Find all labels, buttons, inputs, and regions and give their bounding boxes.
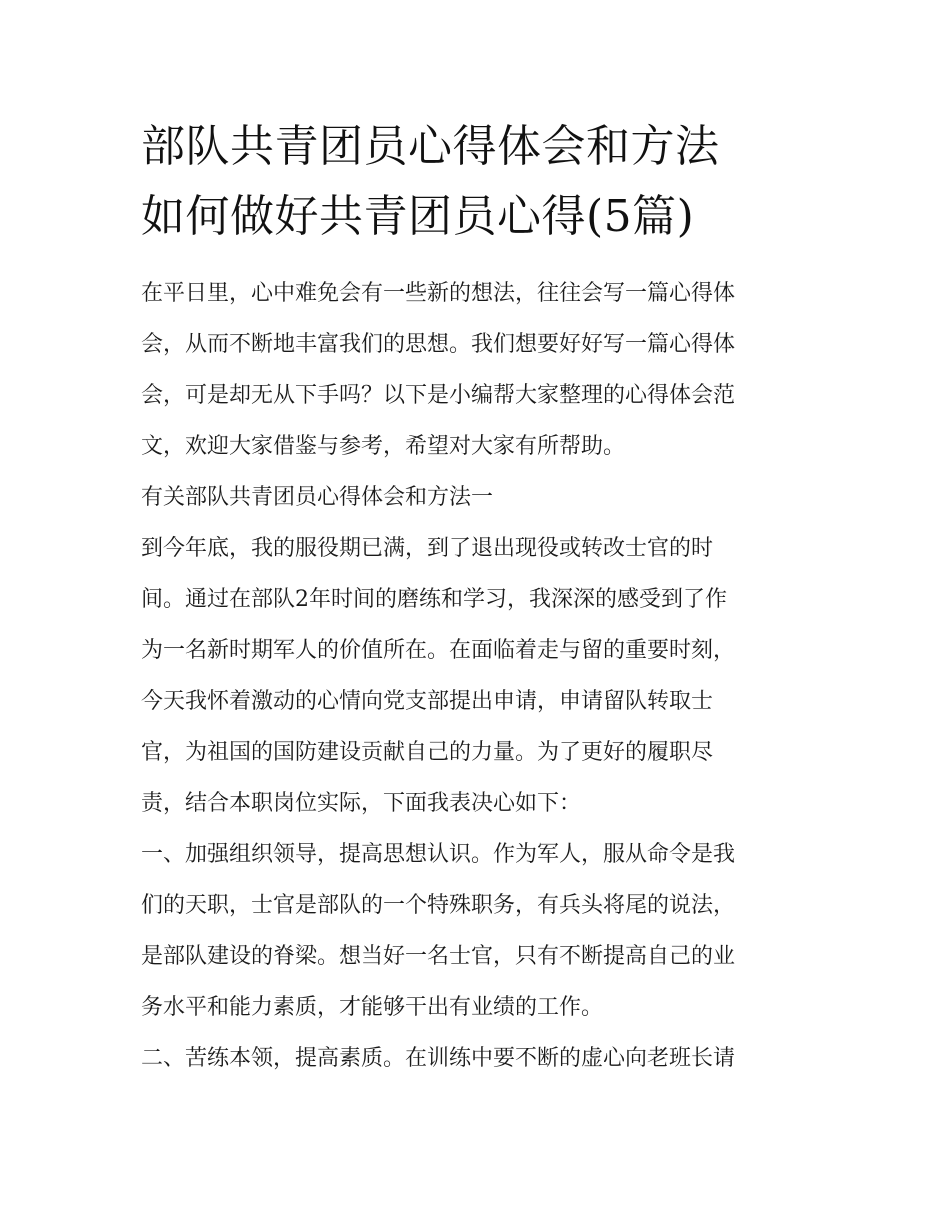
text-line: 会，可是却无从下手吗？以下是小编帮大家整理的心得体会范: [141, 383, 736, 408]
text-line: 间。通过在部队2年时间的磨练和学习，我深深的感受到了作: [141, 587, 727, 612]
text-line: 文，欢迎大家借鉴与参考，希望对大家有所帮助。: [141, 434, 626, 459]
text-line: 今天我怀着激动的心情向党支部提出申请，申请留队转取士: [141, 689, 714, 714]
body-paragraph-1: [141, 523, 813, 829]
title-line: 如何做好共青团员心得(5篇): [141, 191, 695, 242]
intro-paragraph: [141, 268, 813, 472]
text-line: 二、苦练本领，提高素质。在训练中要不断的虚心向老班长请: [141, 1046, 736, 1071]
body-paragraph-3: [141, 1033, 813, 1084]
text-line: 务水平和能力素质，才能够干出有业绩的工作。: [141, 995, 604, 1020]
document-content: [141, 112, 813, 1084]
text-line: 是部队建设的脊梁。想当好一名士官，只有不断提高自己的业: [141, 944, 736, 969]
text-line: 一、加强组织领导，提高思想认识。作为军人，服从命令是我: [141, 842, 736, 867]
text-line: 官，为祖国的国防建设贡献自己的力量。为了更好的履职尽: [141, 740, 714, 765]
document-title: [141, 112, 813, 252]
title-line: 部队共青团员心得体会和方法: [141, 121, 720, 172]
text-line: 责，结合本职岗位实际，下面我表决心如下：: [141, 791, 582, 816]
section-heading: 有关部队共青团员心得体会和方法一: [141, 485, 494, 510]
body-paragraph-2: [141, 829, 813, 1033]
text-line: 会，从而不断地丰富我们的思想。我们想要好好写一篇心得体: [141, 332, 736, 357]
text-line: 到今年底，我的服役期已满，到了退出现役或转改士官的时: [141, 536, 714, 561]
text-line: 为一名新时期军人的价值所在。在面临着走与留的重要时刻，: [141, 638, 736, 663]
text-line: 在平日里，心中难免会有一些新的想法，往往会写一篇心得体: [141, 281, 736, 306]
text-line: 们的天职，士官是部队的一个特殊职务，有兵头将尾的说法，: [141, 893, 736, 918]
